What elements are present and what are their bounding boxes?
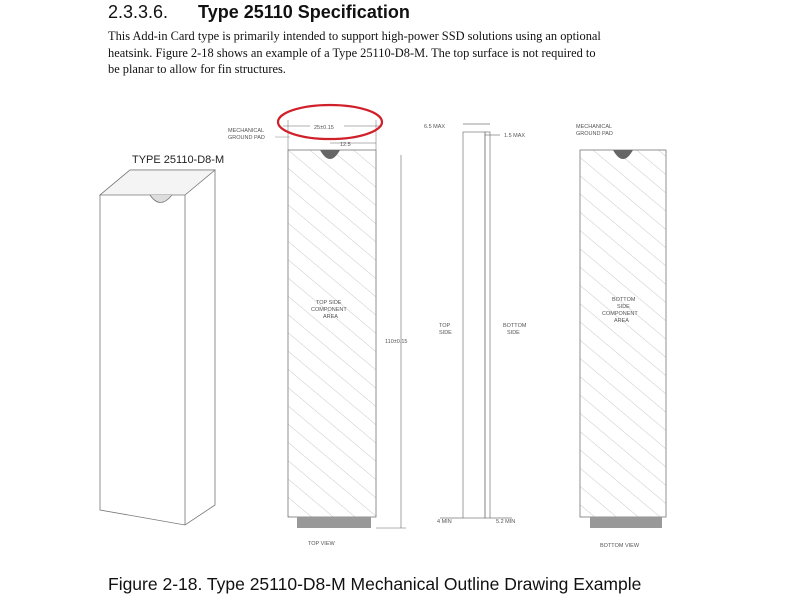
side-label: TOP [439,323,451,329]
side-label: SIDE [439,330,452,336]
section-number: 2.3.3.6. [108,2,169,22]
area-label: COMPONENT [311,307,347,313]
ground-pad-label: GROUND PAD [228,135,265,141]
ground-pad-label: GROUND PAD [576,131,613,137]
area-label: TOP SIDE [316,300,342,306]
section-title: Type 25110 Specification [198,2,410,22]
area-label: AREA [614,318,629,324]
area-label: SIDE [617,304,630,310]
top-min: 4 MIN [437,519,452,525]
ground-pad-label: MECHANICAL [576,124,613,130]
area-label: COMPONENT [602,311,638,317]
top-view-label: TOP VIEW [308,541,335,547]
bottom-view [576,124,666,549]
paragraph-line: This Add-in Card type is primarily intended to support high-power SSD solutions using an optional [108,29,601,43]
top-view [228,105,408,547]
side-label: BOTTOM [503,323,527,329]
notch-dimension: 12.5 [340,142,351,148]
paragraph-line: heatsink. Figure 2-18 shows an example of a Type 25110-D8-M. The top surface is not required to [108,45,596,60]
bottom-min: 5.2 MIN [496,519,516,525]
paragraph-line: be planar to allow for fin structures. [108,62,286,76]
side-label: SIDE [507,330,520,336]
width-dimension: 25±0.15 [314,125,334,131]
length-dimension: 110±0.15 [385,339,408,345]
bottom-view-label: BOTTOM VIEW [600,543,640,549]
area-label: AREA [323,314,338,320]
thickness-max: 6.5 MAX [424,124,446,130]
figure-caption: Figure 2-18. Type 25110-D8-M Mechanical Outline Drawing Example [108,574,642,594]
card-3d-view [100,170,215,525]
area-label: BOTTOM [612,297,636,303]
ground-pad-label: MECHANICAL [228,128,265,134]
side-view [440,124,512,518]
type-label: TYPE 25110-D8-M [132,154,225,166]
pcb-max: 1.5 MAX [504,133,526,139]
